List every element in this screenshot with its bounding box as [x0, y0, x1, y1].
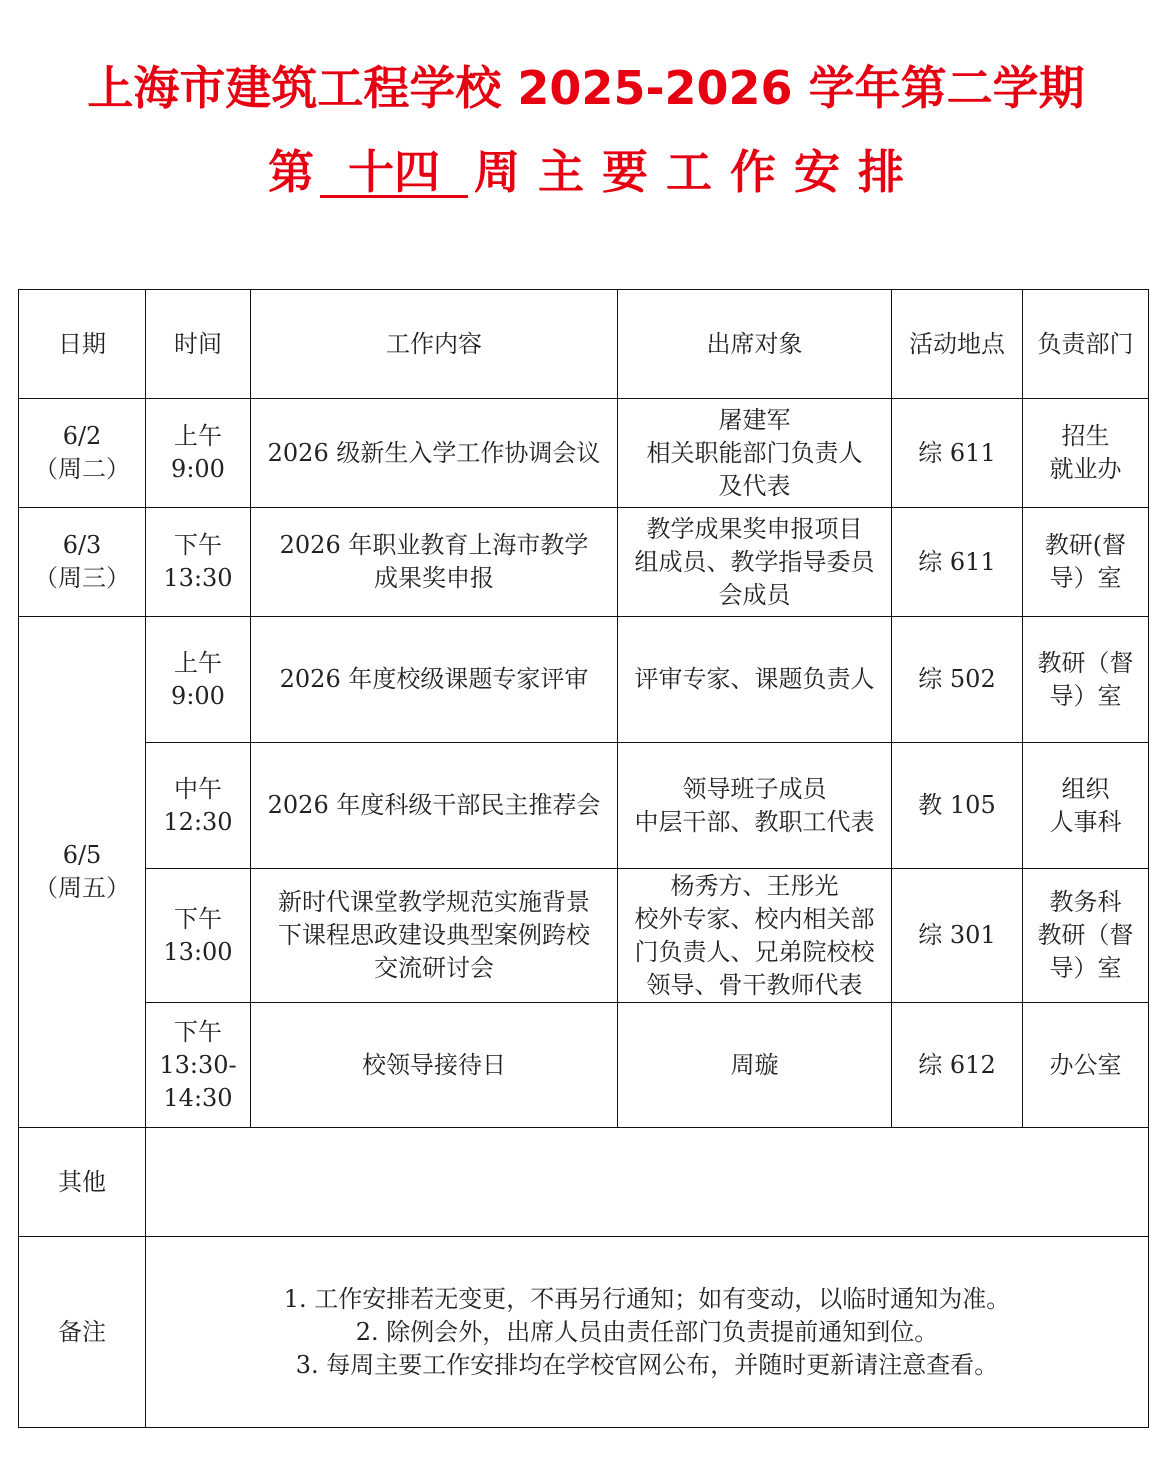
table-row — [19, 508, 1149, 617]
attendees-cell: 教学成果奖申报项目 组成员、教学指导委员 会成员 — [618, 508, 892, 617]
date-cell: 6/2 （周二） — [19, 399, 146, 508]
table-row — [19, 1003, 1149, 1128]
table-row — [19, 399, 1149, 508]
other-content — [146, 1128, 1149, 1237]
header-content: 工作内容 — [251, 290, 618, 399]
attendees-cell: 杨秀方、王彤光 校外专家、校内相关部 门负责人、兄弟院校校 领导、骨干教师代表 — [618, 869, 892, 1003]
title-line-1: 上海市建筑工程学校 2025-2026 学年第二学期 — [87, 61, 1085, 115]
content-cell: 新时代课堂教学规范实施背景 下课程思政建设典型案例跨校 交流研讨会 — [251, 869, 618, 1003]
other-row — [19, 1128, 1149, 1237]
schedule-table — [18, 289, 1149, 1428]
date-cell: 6/3 （周三） — [19, 508, 146, 617]
title-word-3: 工 — [666, 145, 712, 199]
dept-cell: 办公室 — [1023, 1003, 1149, 1128]
dept-cell: 教研（督 导）室 — [1023, 617, 1149, 743]
header-date: 日期 — [19, 290, 146, 399]
title-word-5: 安 — [794, 145, 840, 199]
notes-label: 备注 — [19, 1237, 146, 1428]
title-word-4: 作 — [730, 145, 776, 199]
title-word-2: 要 — [602, 145, 648, 199]
table-row — [19, 869, 1149, 1003]
table-row — [19, 743, 1149, 869]
attendees-cell: 周璇 — [618, 1003, 892, 1128]
week-number: 十四 — [320, 149, 468, 198]
location-cell: 综 612 — [892, 1003, 1023, 1128]
dept-cell: 教务科 教研（督 导）室 — [1023, 869, 1149, 1003]
header-time: 时间 — [146, 290, 251, 399]
content-cell: 2026 级新生入学工作协调会议 — [251, 399, 618, 508]
title-word-1: 主 — [538, 145, 584, 199]
title-word-6: 排 — [858, 145, 904, 199]
content-cell: 2026 年职业教育上海市教学 成果奖申报 — [251, 508, 618, 617]
title-prefix: 第 — [268, 145, 314, 199]
location-cell: 综 502 — [892, 617, 1023, 743]
time-cell: 中午 12:30 — [146, 743, 251, 869]
location-cell: 教 105 — [892, 743, 1023, 869]
notes-content — [146, 1237, 1149, 1428]
title-line-2 — [0, 142, 1172, 202]
location-cell: 综 611 — [892, 399, 1023, 508]
attendees-cell: 评审专家、课题负责人 — [618, 617, 892, 743]
header-row — [19, 290, 1149, 399]
time-cell: 上午 9:00 — [146, 399, 251, 508]
header-attendees: 出席对象 — [618, 290, 892, 399]
dept-cell: 教研(督 导）室 — [1023, 508, 1149, 617]
dept-cell: 组织 人事科 — [1023, 743, 1149, 869]
note-item: 3. 每周主要工作安排均在学校官网公布，并随时更新请注意查看。 — [295, 1350, 999, 1379]
time-cell: 上午 9:00 — [146, 617, 251, 743]
date-cell: 6/5 （周五） — [19, 617, 146, 1128]
time-cell: 下午 13:30- 14:30 — [146, 1003, 251, 1128]
time-cell: 下午 13:00 — [146, 869, 251, 1003]
table-row — [19, 617, 1149, 743]
attendees-cell: 领导班子成员 中层干部、教职工代表 — [618, 743, 892, 869]
content-cell: 校领导接待日 — [251, 1003, 618, 1128]
header-location: 活动地点 — [892, 290, 1023, 399]
other-label: 其他 — [19, 1128, 146, 1237]
dept-cell: 招生 就业办 — [1023, 399, 1149, 508]
attendees-cell: 屠建军 相关职能部门负责人 及代表 — [618, 399, 892, 508]
header-dept: 负责部门 — [1023, 290, 1149, 399]
note-item: 2. 除例会外，出席人员由责任部门负责提前通知到位。 — [355, 1317, 939, 1346]
location-cell: 综 301 — [892, 869, 1023, 1003]
content-cell: 2026 年度校级课题专家评审 — [251, 617, 618, 743]
content-cell: 2026 年度科级干部民主推荐会 — [251, 743, 618, 869]
time-cell: 下午 13:30 — [146, 508, 251, 617]
location-cell: 综 611 — [892, 508, 1023, 617]
title-word-0: 周 — [474, 145, 520, 199]
note-item: 1. 工作安排若无变更，不再另行通知；如有变动，以临时通知为准。 — [283, 1284, 1011, 1313]
notes-row — [19, 1237, 1149, 1428]
